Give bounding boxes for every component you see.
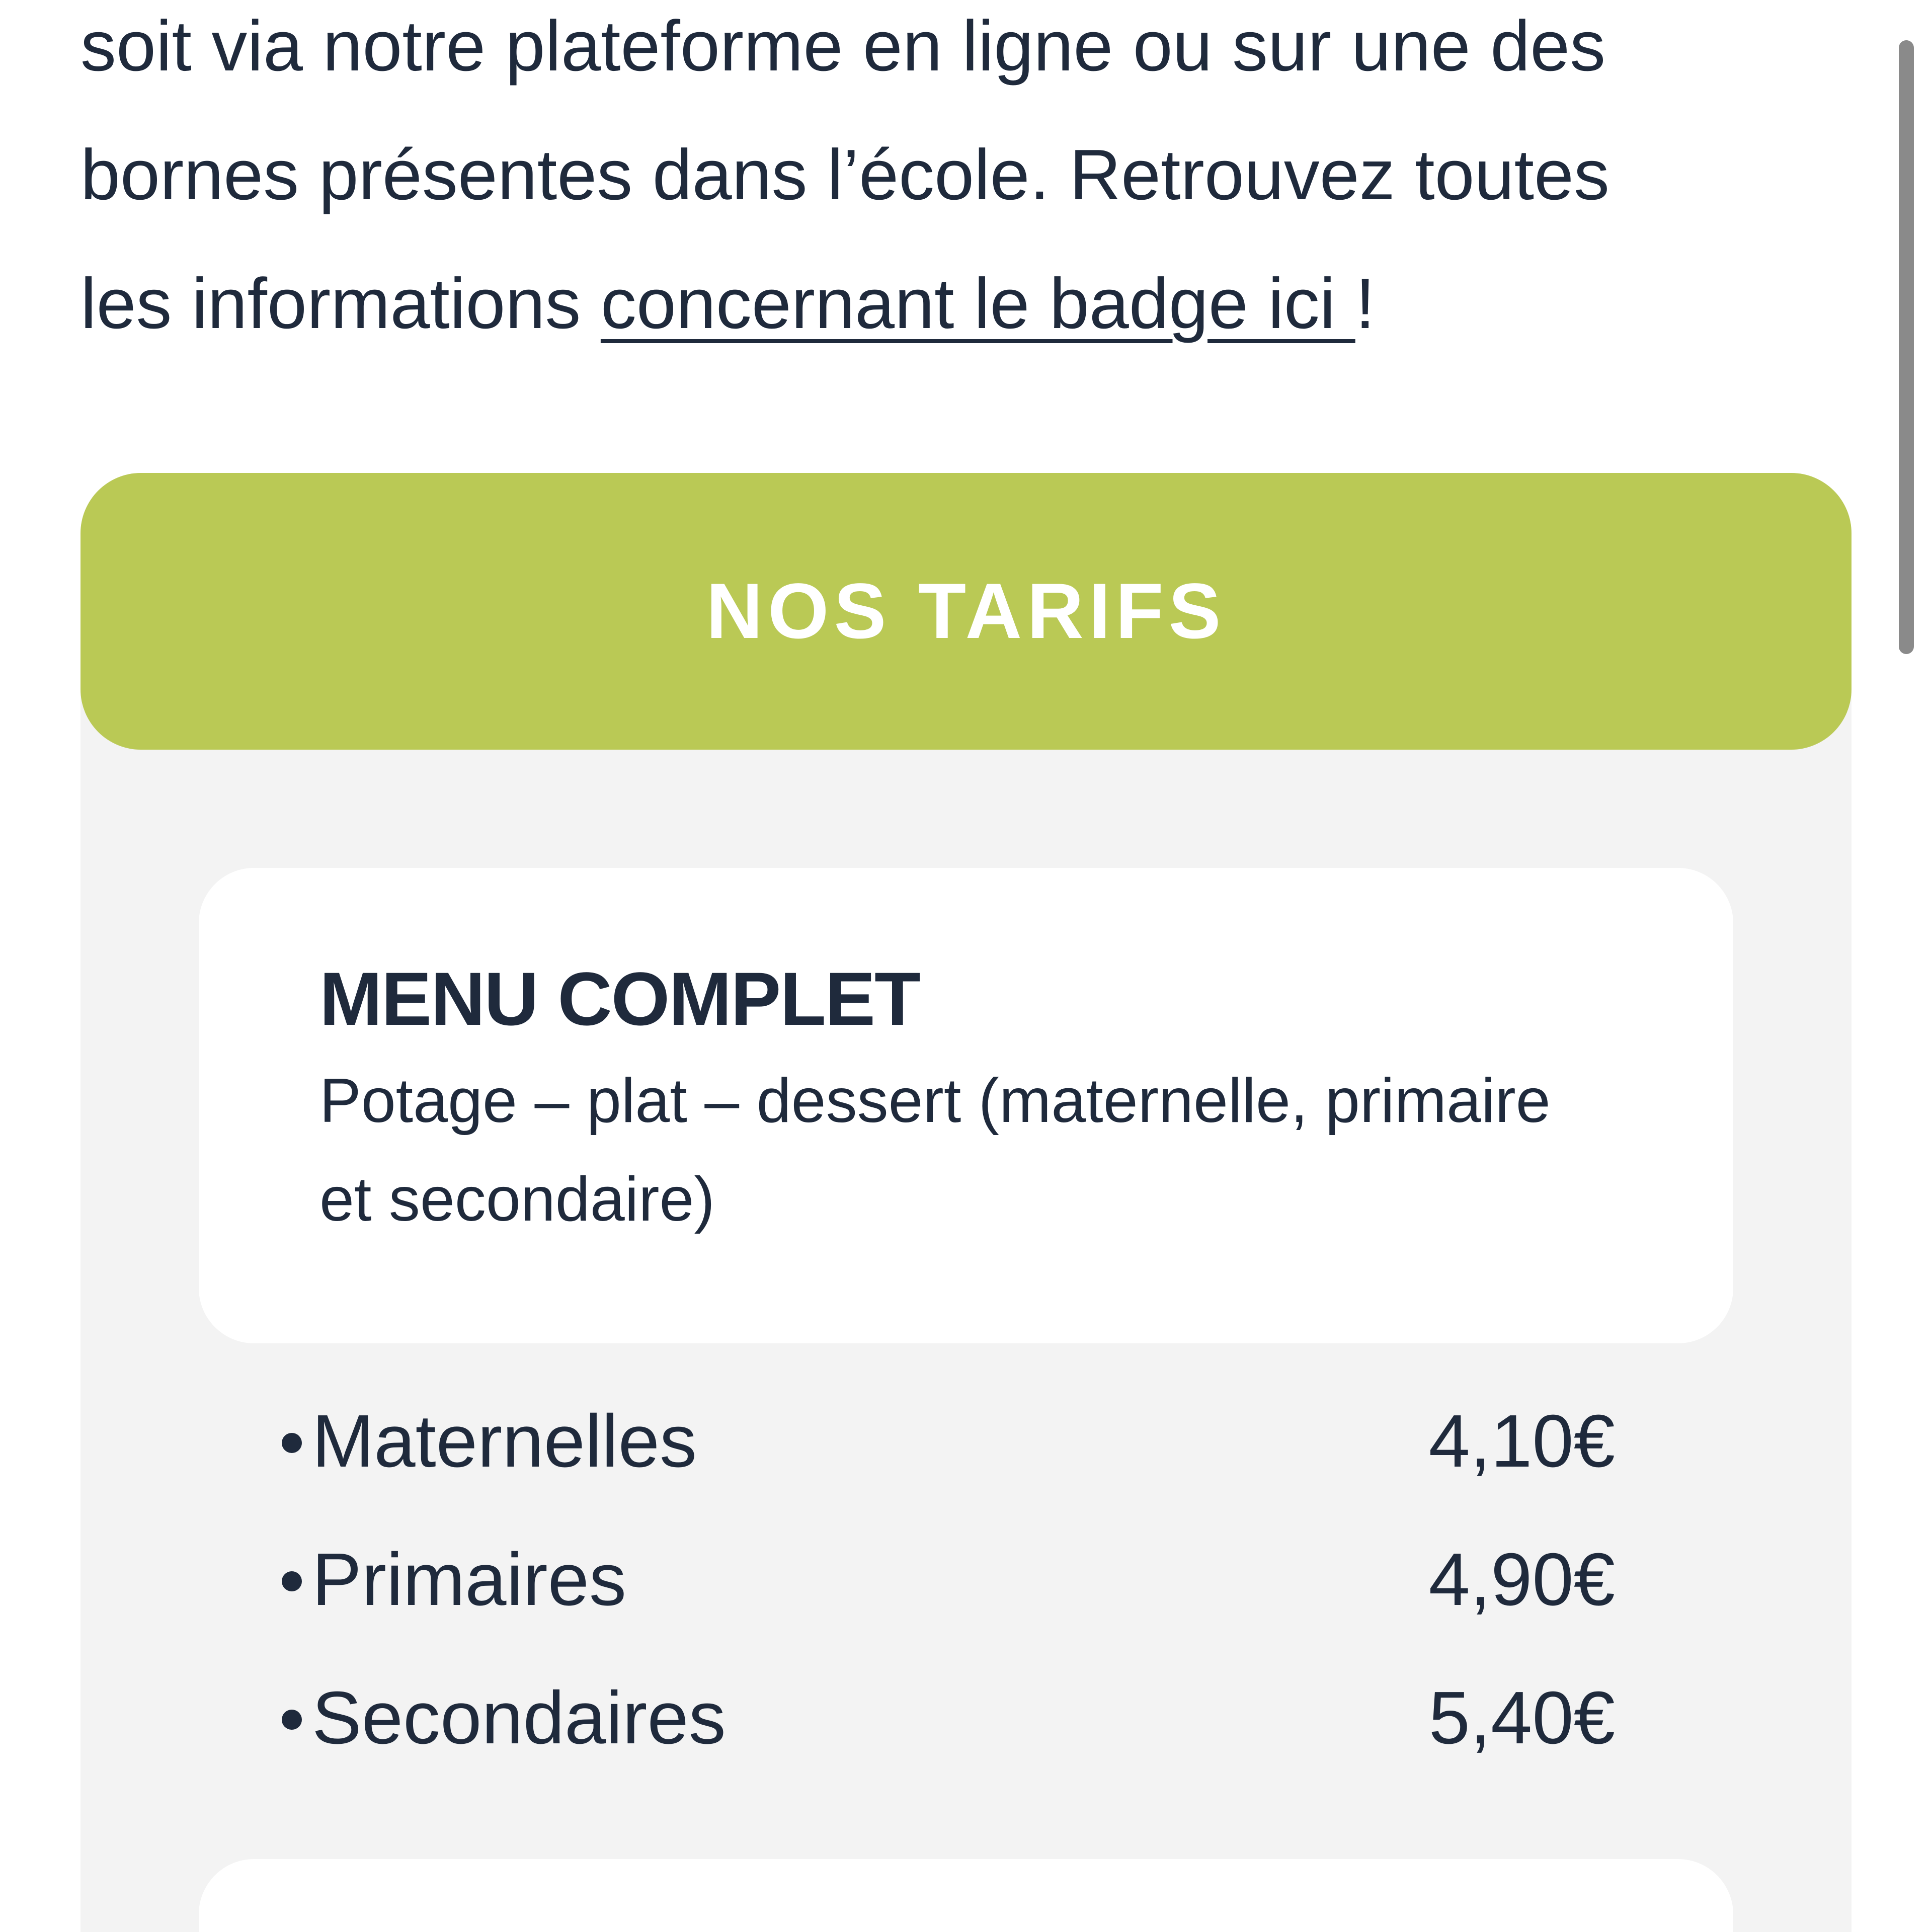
menu-title: MENU COMPLET (319, 956, 920, 1041)
tarifs-header (80, 473, 1852, 750)
intro-line-3 (80, 239, 1801, 368)
menu-complet-card (199, 868, 1733, 1343)
badge-info-link[interactable]: concernant le badge ici (600, 264, 1355, 344)
price-value: 4,90€ (1428, 1538, 1615, 1621)
intro-line-2: bornes présentes dans l’école. Retrouvez toutes (80, 135, 1609, 215)
intro-line-3-prefix: les informations (80, 264, 601, 344)
next-tarif-card (199, 1859, 1733, 1932)
price-list (312, 1394, 1615, 1809)
intro-line-1: soit via notre plateforme en ligne ou sur une des (80, 6, 1606, 86)
price-row-secondaires (312, 1670, 1615, 1809)
price-label: Primaires (312, 1538, 626, 1621)
price-label: Maternelles (312, 1400, 697, 1483)
price-row-maternelles (312, 1394, 1615, 1532)
scrollbar[interactable] (1892, 0, 1932, 1932)
tarifs-title: NOS TARIFS (706, 567, 1226, 655)
price-row-primaires (312, 1532, 1615, 1670)
menu-description: Potage – plat – dessert (maternelle, primaire et secondaire) (319, 1066, 1551, 1234)
price-value: 4,10€ (1428, 1400, 1615, 1483)
intro-line-3-suffix: ! (1355, 264, 1376, 344)
bullet-icon (282, 1433, 302, 1453)
price-value: 5,40€ (1428, 1676, 1615, 1759)
scrollbar-thumb[interactable] (1899, 40, 1914, 654)
price-label: Secondaires (312, 1676, 726, 1759)
bullet-icon (282, 1710, 302, 1730)
intro-paragraph (80, 0, 1801, 368)
bullet-icon (282, 1571, 302, 1591)
